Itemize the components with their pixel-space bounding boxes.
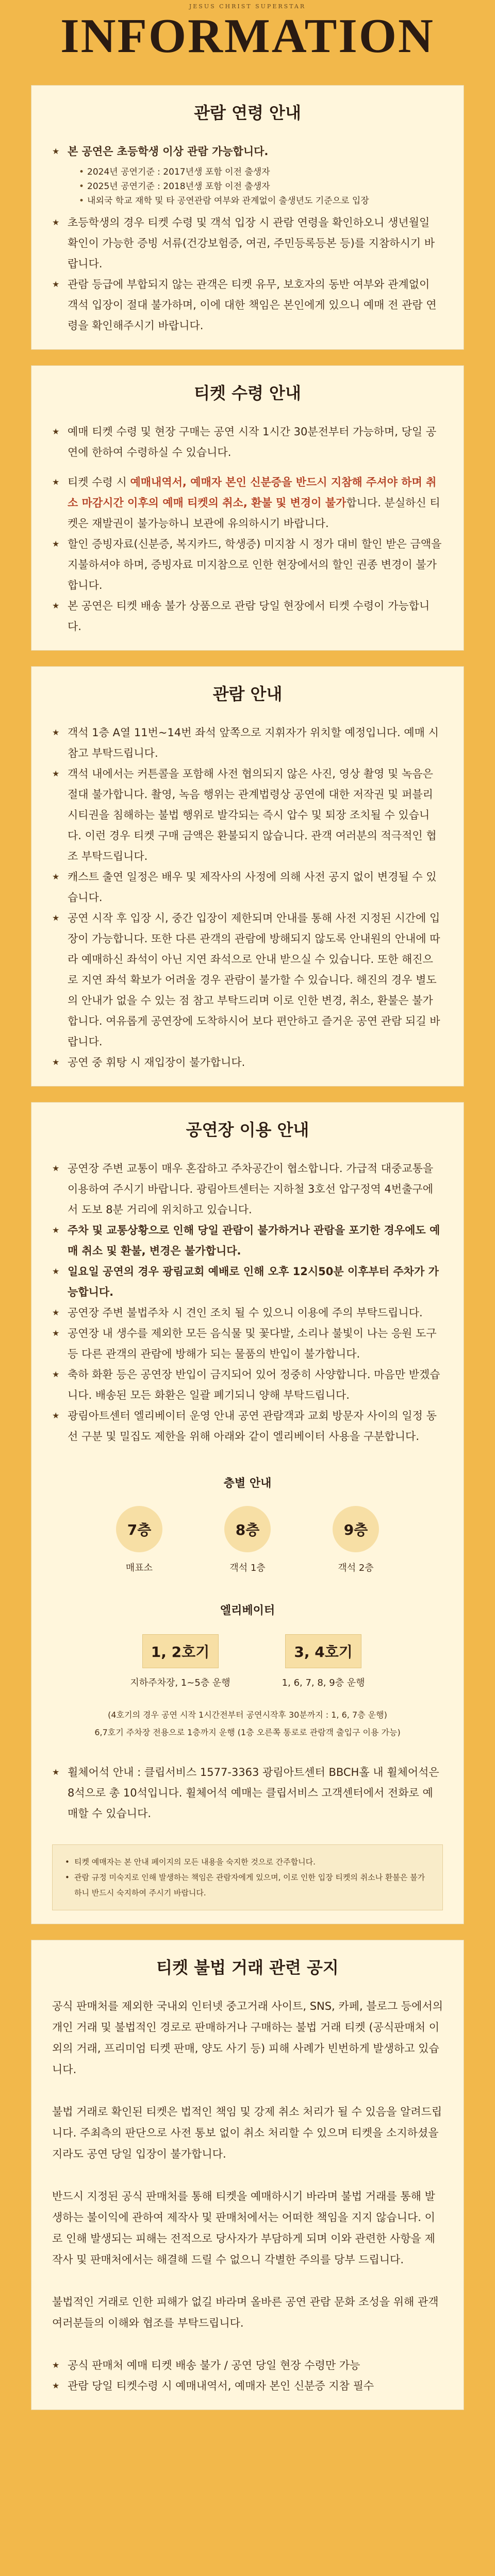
elevator-note-1: (4호기의 경우 공연 시작 1시간전부터 공연시작후 30분까지 : 1, 6, 7층 운행)	[108, 1710, 387, 1720]
illegal-trade-title: 티켓 불법 거래 관련 공지	[156, 1958, 339, 1977]
elevator-number: 1, 2호기	[142, 1634, 219, 1668]
age-sub-item: • 2024년 공연기준 : 2017년생 포함 이전 출생자	[79, 165, 443, 179]
ticket-item-2-lead: 티켓 수령 시	[68, 476, 130, 488]
floor-guide	[52, 1506, 443, 1574]
illegal-paragraph-2: 불법 거래로 확인된 티켓은 법적인 책임 및 강제 취소 처리가 될 수 있음을 알려드립니다. 주최측의 판단으로 사전 통보 없이 취소 처리할 수 있으며 티켓을 소지하셨을 지라도 공연 당일 입장이 불가합니다.	[52, 2106, 442, 2160]
ticket-item-1: ★ 예매 티켓 수령 및 현장 구매는 공연 시작 1시간 30분전부터 가능하며, 당일 공연에 한하여 수령하실 수 있습니다.	[52, 421, 443, 463]
age-item-3: ★ 관람 등급에 부합되지 않는 관객은 티켓 유무, 보호자의 동반 여부와 관계없이 객석 입장이 절대 불가하며, 이에 대한 책임은 본인에게 있으니 예매 전 관람 연령을 확인해주시기 바랍니다.	[52, 274, 443, 336]
venue-section	[31, 1102, 464, 1924]
venue-item-5: ★ 공연장 내 생수를 제외한 모든 음식물 및 꽃다발, 소리나 불빛이 나는 응원 도구 등 다른 관객의 관람에 방해가 되는 물품의 반입이 불가합니다.	[52, 1323, 443, 1364]
age-sub-list	[68, 165, 443, 208]
notice-line-2: • 관람 규정 미숙지로 인해 발생하는 책임은 관람자에게 있으며, 이로 인한 입장 티켓의 취소나 환불은 불가하니 반드시 숙지하여 주시기 바랍니다.	[65, 1870, 430, 1901]
venue-item-wheelchair: ★ 휠체어석 안내 : 클립서비스 1577-3363 광림아트센터 BBCH홀 내 휠체어석은 8석으로 총 10석입니다. 휠체어석 예매는 클립서비스 고객센터에서 전화로 예매할 수 있습니다.	[52, 1762, 443, 1824]
age-sub-item: • 2025년 공연기준 : 2018년생 포함 이전 출생자	[79, 179, 443, 194]
floor-number: 7층	[116, 1506, 162, 1552]
page-title: INFORMATION	[60, 9, 435, 63]
floor-number: 9층	[333, 1506, 379, 1552]
viewing-item-1: ★ 객석 1층 A열 11번~14번 좌석 앞쪽으로 지휘자가 위치할 예정입니다. 예매 시 참고 부탁드립니다.	[52, 722, 443, 764]
ticket-item-4: ★ 본 공연은 티켓 배송 불가 상품으로 관람 당일 현장에서 티켓 수령이 가능합니다.	[52, 596, 443, 637]
illegal-item-1: ★ 공식 판매처 예매 티켓 배송 불가 / 공연 당일 현장 수령만 가능	[52, 2355, 443, 2376]
viewing-section	[31, 666, 464, 1087]
elevator-item	[282, 1634, 365, 1689]
ticket-item-2-tail: 합니다. 분실하신 티켓은 재발권이 불가능하니 보관에 유의하시기 바랍니다.	[68, 497, 440, 530]
venue-item-2: ★ 주차 및 교통상황으로 인해 당일 관람이 불가하거나 관람을 포기한 경우에도 예매 취소 및 환불, 변경은 불가합니다.	[52, 1220, 443, 1261]
illegal-paragraph-1: 공식 판매처를 제외한 국내외 인터넷 중고거래 사이트, SNS, 카페, 블로그 등에서의 개인 거래 및 불법적인 경로로 판매하거나 구매하는 불법 거래 티켓 (공식판매처 이외의 거래, 프리미엄 티켓 판매, 양도 사기 등) 피해 사례가 빈번하게 발생하고 있습니다.	[52, 2000, 443, 2076]
elevator-number: 3, 4호기	[285, 1634, 361, 1668]
elevators-heading: 엘리베이터	[220, 1604, 275, 1617]
floor-item	[116, 1506, 162, 1574]
notice-line-1: • 티켓 예매자는 본 안내 페이지의 모든 내용을 숙지한 것으로 간주합니다.	[65, 1854, 430, 1870]
illegal-trade-section	[31, 1940, 464, 2410]
age-item-2: ★ 초등학생의 경우 티켓 수령 및 객석 입장 시 관람 연령을 확인하오니 생년월일 확인이 가능한 증빙 서류(건강보험증, 여권, 주민등록등본 등)를 지참하시기 바랍니다.	[52, 212, 443, 274]
illegal-item-2: ★ 관람 당일 티켓수령 시 예매내역서, 예매자 본인 신분증 지참 필수	[52, 2376, 443, 2396]
floor-label: 객석 1층	[229, 1563, 266, 1573]
ticket-item-2	[52, 472, 443, 534]
elevator-notes	[52, 1706, 443, 1741]
age-item-1	[52, 141, 443, 208]
age-section-title: 관람 연령 안내	[194, 103, 301, 123]
venue-item-1: ★ 공연장 주변 교통이 매우 혼잡하고 주차공간이 협소합니다. 가급적 대중교통을 이용하여 주시기 바랍니다. 광림아트센터는 지하철 3호선 압구정역 4번출구에서 도보 8분 거리에 위치하고 있습니다.	[52, 1158, 443, 1220]
viewing-item-4: ★ 공연 시작 후 입장 시, 중간 입장이 제한되며 안내를 통해 사전 지정된 시간에 입장이 가능합니다. 또한 다른 관객의 관람에 방해되지 않도록 안내원의 안내에 따라 예매하신 좌석이 아닌 지연 좌석으로 안내 받으실 수 있습니다. 또한 해진으로 지연 좌석 확보가 어려울 경우 관람이 불가할 수 있습니다. 해진의 경우 별도의 안내가 없을 수 있는 점 참고 부탁드리며 이로 인한 변경, 취소, 환불은 불가합니다. 여유롭게 공연장에 도착하시어 보다 편안하고 즐거운 공연 관람 되길 바랍니다.	[52, 908, 443, 1052]
page-header	[0, 0, 495, 85]
floors-heading: 층별 안내	[223, 1477, 272, 1490]
venue-item-3: ★ 일요일 공연의 경우 광림교회 예배로 인해 오후 12시50분 이후부터 주차가 가능합니다.	[52, 1261, 443, 1302]
viewing-section-title: 관람 안내	[212, 684, 283, 704]
show-kicker: JESUS CHRIST SUPERSTAR	[189, 3, 306, 10]
venue-section-title: 공연장 이용 안내	[186, 1120, 309, 1140]
floor-item	[333, 1506, 379, 1574]
floor-label: 매표소	[125, 1563, 153, 1573]
viewing-item-5: ★ 공연 중 휘탕 시 재입장이 불가합니다.	[52, 1052, 443, 1073]
age-sub-item: • 내외국 학교 재학 및 타 공연관람 여부와 관계없이 출생년도 기준으로 입장	[79, 194, 443, 208]
venue-item-6: ★ 축하 화환 등은 공연장 반입이 금지되어 있어 정중히 사양합니다. 마음만 받겠습니다. 배송된 모든 화환은 일괄 폐기되니 양해 부탁드립니다.	[52, 1364, 443, 1405]
floor-item	[224, 1506, 271, 1574]
floor-number: 8층	[224, 1506, 271, 1552]
elevator-guide	[52, 1634, 443, 1689]
age-item-1-text: 본 공연은 초등학생 이상 관람 가능합니다.	[68, 145, 269, 158]
ticket-item-3: ★ 할인 증빙자료(신분증, 복지카드, 학생증) 미지참 시 정가 대비 할인 받은 금액을 지불하셔야 하며, 증빙자료 미지참으로 인한 현장에서의 할인 권종 변경이 불가합니다.	[52, 534, 443, 596]
age-section	[31, 85, 464, 350]
elevator-item	[130, 1634, 230, 1689]
viewing-item-3: ★ 캐스트 출연 일정은 배우 및 제작사의 사정에 의해 사전 공지 없이 변경될 수 있습니다.	[52, 867, 443, 908]
ticket-section	[31, 365, 464, 651]
ticket-item-2-highlight: 예매내역서, 예매자 본인 신분증을 반드시 지참해 주셔야 하며 취소 마감시간 이후의 예매 티켓의 취소, 환불 및 변경이 불가	[68, 476, 437, 509]
venue-item-4: ★ 공연장 주변 불법주차 시 견인 조치 될 수 있으니 이용에 주의 부탁드립니다.	[52, 1302, 443, 1323]
illegal-paragraph-4: 불법적인 거래로 인한 피해가 없길 바라며 올바른 공연 관람 문화 조성을 위해 관객 여러분들의 이해와 협조를 부탁드립니다.	[52, 2296, 439, 2329]
illegal-paragraph-3: 반드시 지정된 공식 판매처를 통해 티켓을 예매하시기 바라며 불법 거래를 통해 발생하는 불이익에 관하여 제작사 및 판매처에서는 어떠한 책임을 지지 않습니다. 이로 인해 발생되는 피해는 전적으로 당사자가 부담하게 되며 이와 관련한 사항을 제작사 및 판매처에서는 해결해 드릴 수 없으니 각별한 주의를 당부 드립니다.	[52, 2190, 435, 2266]
ticket-section-title: 티켓 수령 안내	[194, 383, 301, 403]
venue-item-7: ★ 광림아트센터 엘리베이터 운영 안내 공연 관람객과 교회 방문자 사이의 일정 동선 구분 및 밀집도 제한을 위해 아래와 같이 엘리베이터 사용을 구분합니다.	[52, 1405, 443, 1447]
elevator-label: 지하주차장, 1~5층 운행	[130, 1677, 230, 1688]
elevator-note-2: 6,7호기 주차장 전용으로 1층까지 운행 (1층 오른쪽 통로로 관람객 출입구 이용 가능)	[94, 1727, 401, 1737]
viewing-item-2: ★ 객석 내에서는 커튼콜을 포함해 사전 협의되지 않은 사진, 영상 촬영 및 녹음은 절대 불가합니다. 촬영, 녹음 행위는 관계법령상 공연에 대한 저작권 및 퍼블리시티권을 침해하는 불법 행위로 발각되는 즉시 압수 및 퇴장 조치될 수 있습니다. 이런 경우 티켓 구매 금액은 환불되지 않습니다. 관객 여러분의 적극적인 협조 부탁드립니다.	[52, 764, 443, 867]
elevator-label: 1, 6, 7, 8, 9층 운행	[282, 1677, 365, 1688]
notice-box	[52, 1844, 443, 1910]
floor-label: 객석 2층	[338, 1563, 374, 1573]
